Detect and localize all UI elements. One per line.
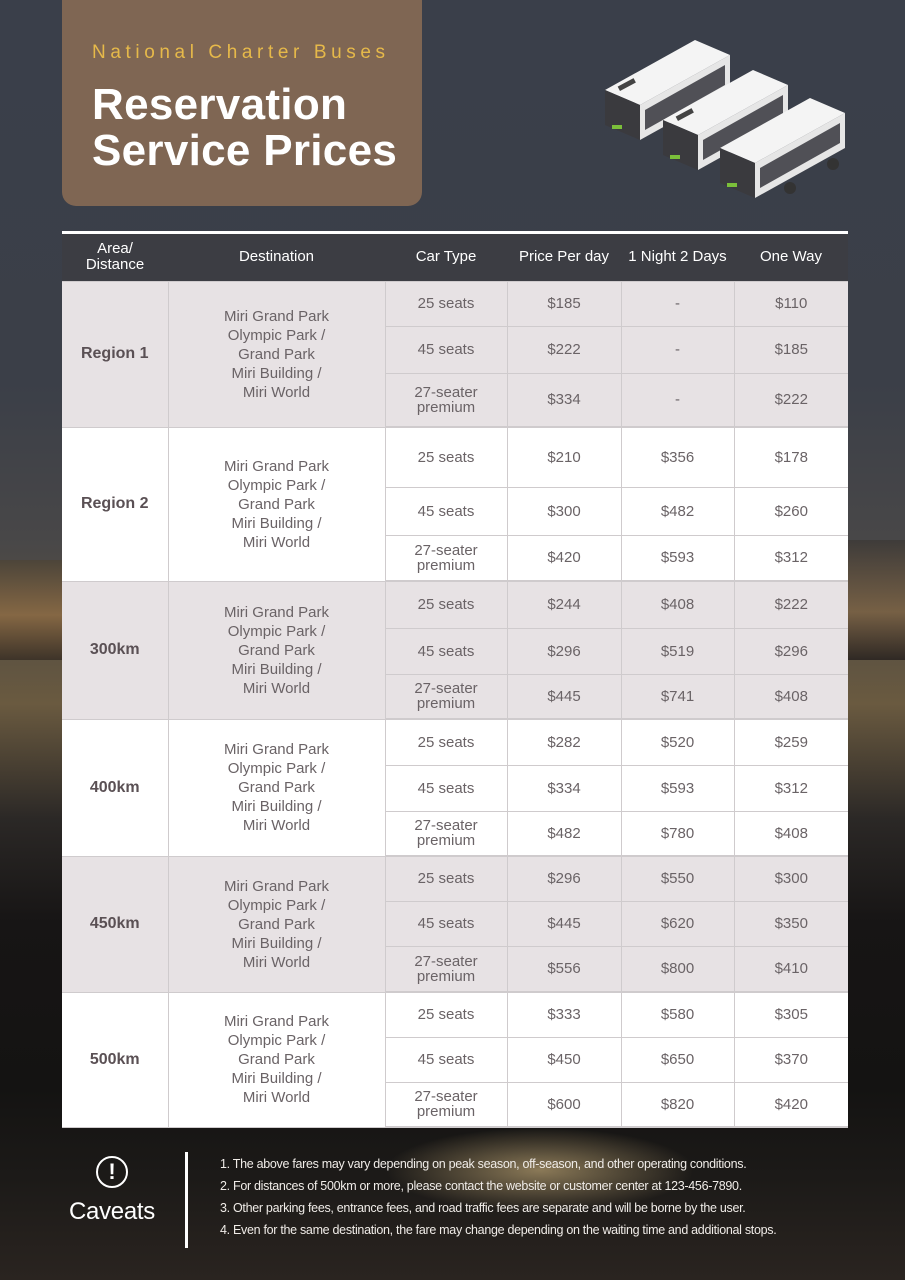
one-way-cell: $410: [734, 946, 848, 992]
one-way-cell: $222: [734, 581, 848, 628]
night2days-cell: $780: [621, 811, 734, 856]
area-cell: Region 1: [62, 281, 168, 427]
price-per-day-cell: $334: [507, 765, 621, 811]
night2days-cell: $650: [621, 1037, 734, 1082]
night2days-cell: $356: [621, 427, 734, 487]
car-type-cell: 27-seater premium: [385, 674, 507, 719]
col-header-area: Area/ Distance: [62, 234, 168, 281]
one-way-cell: $312: [734, 765, 848, 811]
destination-line: Miri World: [242, 953, 311, 971]
destination-line: Grand Park: [238, 641, 315, 659]
caveats-label: [62, 1156, 162, 1226]
destination-line: Grand Park: [238, 1051, 315, 1068]
col-header-one-way: One Way: [734, 234, 848, 281]
night2days-cell: $408: [621, 581, 734, 628]
car-type-cell: 27-seater premium: [385, 946, 507, 992]
one-way-cell: $370: [734, 1037, 848, 1082]
car-type-cell: 25 seats: [385, 427, 507, 487]
price-per-day-cell: $334: [507, 373, 621, 427]
one-way-cell: $420: [734, 1082, 848, 1127]
col-header-price-per-day: Price Per day: [507, 234, 621, 281]
car-type-cell: 27-seater premium: [385, 1082, 507, 1127]
page-title: [92, 82, 422, 174]
caveats-title: Caveats: [69, 1198, 155, 1225]
night2days-cell: $741: [621, 674, 734, 719]
night2days-cell: $820: [621, 1082, 734, 1127]
car-type-cell: 25 seats: [385, 281, 507, 326]
destination-line: Olympic Park /: [227, 622, 326, 640]
night2days-cell: $520: [621, 719, 734, 765]
one-way-cell: $185: [734, 326, 848, 373]
caveats-section: [62, 1150, 848, 1250]
price-per-day-cell: $482: [507, 811, 621, 856]
car-type-cell: 45 seats: [385, 765, 507, 811]
price-per-day-cell: $244: [507, 581, 621, 628]
price-per-day-cell: $222: [507, 326, 621, 373]
col-header-car-type: Car Type: [385, 234, 507, 281]
caveats-divider: [185, 1152, 188, 1248]
destination-line: Miri Building /: [231, 364, 322, 382]
price-per-day-cell: $556: [507, 946, 621, 992]
destination-line: Miri Grand Park: [223, 1013, 330, 1030]
destination-line: Miri Building /: [231, 660, 322, 678]
car-type-cell: 25 seats: [385, 856, 507, 901]
price-per-day-cell: $300: [507, 487, 621, 535]
car-type-cell: 45 seats: [385, 326, 507, 373]
eyebrow-text: National Charter Buses: [92, 42, 390, 63]
destination-line: Miri Building /: [231, 798, 322, 815]
area-cell: Region 2: [62, 427, 168, 581]
destination-line: Olympic Park /: [227, 760, 326, 777]
caveat-item: 2. For distances of 500km or more, please contact the website or customer center at 123-456-7890.: [220, 1179, 742, 1193]
car-type-cell: 45 seats: [385, 1037, 507, 1082]
destination-cell: [168, 281, 385, 427]
one-way-cell: $408: [734, 674, 848, 719]
night2days-cell: -: [621, 373, 734, 427]
price-per-day-cell: $296: [507, 628, 621, 674]
one-way-cell: $350: [734, 901, 848, 946]
destination-line: Grand Park: [238, 345, 315, 363]
car-type-cell: 25 seats: [385, 719, 507, 765]
title-line-2: Service Prices: [92, 126, 398, 175]
destination-line: Miri Grand Park: [223, 457, 330, 475]
night2days-cell: $550: [621, 856, 734, 901]
destination-line: Miri World: [242, 1089, 311, 1106]
col-header-destination: Destination: [168, 234, 385, 281]
destination-line: Miri World: [242, 679, 311, 697]
destination-line: Miri World: [242, 817, 311, 834]
destination-line: Olympic Park /: [227, 476, 326, 494]
caveat-item: 3. Other parking fees, entrance fees, and road traffic fees are separate and will be borne by the user.: [220, 1201, 746, 1215]
night2days-cell: $620: [621, 901, 734, 946]
destination-line: Miri World: [242, 383, 311, 401]
destination-cell: [168, 427, 385, 581]
area-cell: 450km: [62, 856, 168, 992]
price-per-day-cell: $600: [507, 1082, 621, 1127]
car-type-cell: 45 seats: [385, 901, 507, 946]
price-per-day-cell: $445: [507, 674, 621, 719]
destination-line: Miri Grand Park: [223, 741, 330, 758]
car-type-cell: 45 seats: [385, 487, 507, 535]
night2days-cell: $800: [621, 946, 734, 992]
price-table-container: [62, 231, 848, 1128]
title-card: [62, 0, 422, 206]
price-table: [62, 234, 848, 1128]
car-type-cell: 27-seater premium: [385, 535, 507, 581]
car-type-cell: 25 seats: [385, 581, 507, 628]
night2days-cell: -: [621, 326, 734, 373]
price-per-day-cell: $282: [507, 719, 621, 765]
caveats-list: [220, 1153, 776, 1241]
destination-line: Miri Building /: [231, 934, 322, 952]
area-cell: 300km: [62, 581, 168, 719]
destination-cell: [168, 992, 385, 1127]
table-row: [62, 719, 848, 765]
table-row: [62, 992, 848, 1037]
night2days-cell: $519: [621, 628, 734, 674]
destination-line: Grand Park: [238, 915, 315, 933]
table-row: [62, 427, 848, 487]
destination-line: Miri Building /: [231, 1070, 322, 1087]
destination-line: Miri World: [242, 533, 311, 551]
destination-line: Miri Building /: [231, 514, 322, 532]
destination-line: Miri Grand Park: [223, 877, 330, 895]
night2days-cell: -: [621, 281, 734, 326]
area-cell: 500km: [62, 992, 168, 1127]
one-way-cell: $300: [734, 856, 848, 901]
col-header-1n2d: 1 Night 2 Days: [621, 234, 734, 281]
price-per-day-cell: $185: [507, 281, 621, 326]
price-per-day-cell: $445: [507, 901, 621, 946]
one-way-cell: $296: [734, 628, 848, 674]
destination-cell: [168, 719, 385, 856]
car-type-cell: 27-seater premium: [385, 373, 507, 427]
night2days-cell: $580: [621, 992, 734, 1037]
destination-line: Olympic Park /: [227, 1032, 326, 1049]
table-row: [62, 581, 848, 628]
background-photo-right: [848, 540, 905, 660]
table-body: [62, 281, 848, 1127]
night2days-cell: $482: [621, 487, 734, 535]
title-line-1: Reservation: [92, 80, 348, 129]
night2days-cell: $593: [621, 535, 734, 581]
price-per-day-cell: $420: [507, 535, 621, 581]
one-way-cell: $260: [734, 487, 848, 535]
one-way-cell: $222: [734, 373, 848, 427]
background-photo-left: [0, 560, 62, 660]
one-way-cell: $178: [734, 427, 848, 487]
destination-line: Miri Grand Park: [223, 307, 330, 325]
one-way-cell: $259: [734, 719, 848, 765]
destination-line: Grand Park: [238, 495, 315, 513]
table-header-row: [62, 234, 848, 281]
buses-illustration: [600, 30, 850, 200]
table-row: [62, 856, 848, 901]
price-per-day-cell: $333: [507, 992, 621, 1037]
destination-cell: [168, 856, 385, 992]
caveat-item: 1. The above fares may vary depending on peak season, off-season, and other operating conditions.: [220, 1157, 747, 1171]
destination-line: Olympic Park /: [227, 326, 326, 344]
destination-line: Grand Park: [238, 779, 315, 796]
car-type-cell: 45 seats: [385, 628, 507, 674]
area-cell: 400km: [62, 719, 168, 856]
exclamation-circle-icon: !: [96, 1156, 128, 1188]
one-way-cell: $305: [734, 992, 848, 1037]
destination-line: Miri Grand Park: [223, 603, 330, 621]
one-way-cell: $408: [734, 811, 848, 856]
one-way-cell: $110: [734, 281, 848, 326]
destination-line: Olympic Park /: [227, 896, 326, 914]
price-per-day-cell: $450: [507, 1037, 621, 1082]
car-type-cell: 25 seats: [385, 992, 507, 1037]
caveat-item: 4. Even for the same destination, the fare may change depending on the waiting time and additional stops.: [220, 1223, 777, 1237]
night2days-cell: $593: [621, 765, 734, 811]
destination-cell: [168, 581, 385, 719]
one-way-cell: $312: [734, 535, 848, 581]
car-type-cell: 27-seater premium: [385, 811, 507, 856]
price-per-day-cell: $296: [507, 856, 621, 901]
price-per-day-cell: $210: [507, 427, 621, 487]
table-row: [62, 281, 848, 326]
